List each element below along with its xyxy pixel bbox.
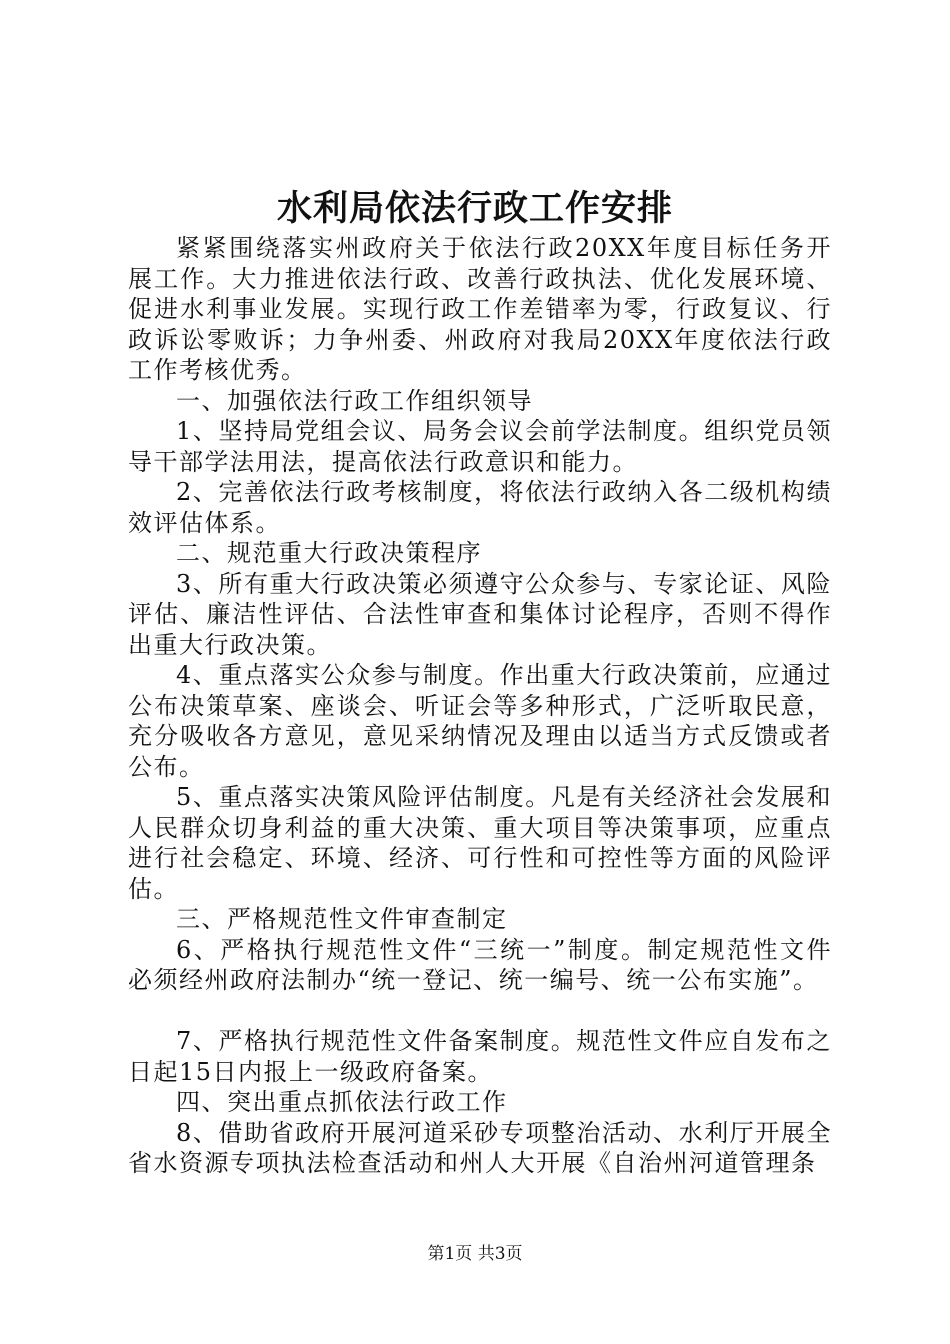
body-paragraph: 3、所有重大行政决策必须遵守公众参与、专家论证、风险评估、廉洁性评估、合法性审查和集体讨论程序，否则不得作出重大行政决策。 — [128, 569, 832, 659]
body-paragraph: 5、重点落实决策风险评估制度。凡是有关经济社会发展和人民群众切身利益的重大决策、重大项目等决策事项，应重点进行社会稳定、环境、经济、可行性和可控性等方面的风险评估。 — [128, 783, 832, 903]
document-title: 水利局依法行政工作安排 — [276, 188, 673, 229]
body-paragraph: 4、重点落实公众参与制度。作出重大行政决策前，应通过公布决策草案、座谈会、听证会等多种形式，广泛听取民意，充分吸收各方意见，意见采纳情况及理由以适当方式反馈或者公布。 — [128, 661, 832, 781]
body-paragraph: 8、借助省政府开展河道采砂专项整治活动、水利厅开展全省水资源专项执法检查活动和州人大开展《自治州河道管理条 — [128, 1118, 832, 1177]
body-paragraph: 1、坚持局党组会议、局务会议会前学法制度。组织党员领导干部学法用法，提高依法行政意识和能力。 — [128, 417, 832, 476]
section-heading: 二、规范重大行政决策程序 — [176, 539, 482, 567]
body-paragraph: 2、完善依法行政考核制度，将依法行政纳入各二级机构绩效评估体系。 — [128, 478, 832, 537]
body-paragraph: 紧紧围绕落实州政府关于依法行政20XX年度目标任务开展工作。大力推进依法行政、改善行政执法、优化发展环境、促进水利事业发展。实现行政工作差错率为零，行政复议、行政诉讼零败诉；力争州委、州政府对我局20XX年度依法行政工作考核优秀。 — [128, 234, 832, 384]
section-heading: 三、严格规范性文件审查制定 — [176, 905, 508, 933]
section-heading: 四、突出重点抓依法行政工作 — [176, 1088, 508, 1116]
document-body — [128, 233, 832, 1179]
blank-line — [128, 996, 832, 1027]
body-paragraph: 7、严格执行规范性文件备案制度。规范性文件应自发布之日起15日内报上一级政府备案。 — [128, 1027, 832, 1086]
page-footer: 第1页 共3页 — [427, 1244, 523, 1264]
section-heading: 一、加强依法行政工作组织领导 — [176, 386, 533, 415]
body-paragraph: 6、严格执行规范性文件“三统一”制度。制定规范性文件必须经州政府法制办“统一登记、统一编号、统一公布实施”。 — [128, 935, 832, 994]
